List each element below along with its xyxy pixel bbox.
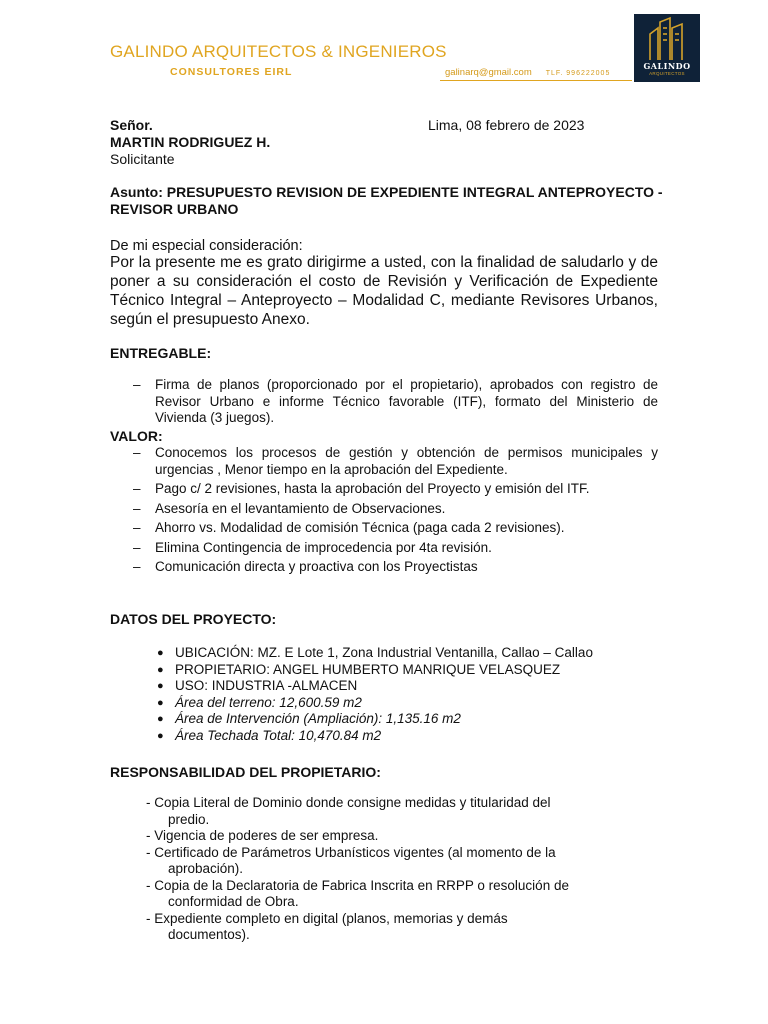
bullet-marker: ● [157,729,164,742]
logo-tagline: ARQUITECTOS [649,71,685,76]
salutation: Señor. [110,117,153,133]
bullet-marker: ● [157,647,164,659]
building-logo-icon [634,14,700,62]
contact-info [445,67,610,78]
bullet-marker: ● [157,663,164,676]
recipient-name: MARTIN RODRIGUEZ H. [110,134,271,150]
contact-phone: TLF. 996222005 [545,70,611,77]
list-item: ● Área del terreno: 12,600.59 m2 [157,694,362,710]
list-item: – Ahorro vs. Modalidad de comisión Técnica (paga cada 2 revisiones). [133,520,565,535]
list-item: - Copia de la Declaratoria de Fabrica Inscrita en RRPP o resolución de conformidad de Obra. [146,877,569,909]
logo-wordmark: GALINDO [643,61,691,71]
valor-list [133,445,658,579]
list-item: – Asesoría en el levantamiento de Observaciones. [133,500,446,516]
bullet-marker: ● [157,680,164,692]
section-heading-valor: VALOR: [110,428,163,444]
dash-marker: – [133,539,141,555]
recipient-role: Solicitante [110,151,175,167]
list-item: – Firma de planos (proporcionado por el propietario), aprobados con registro de Revisor Urbano e informe Técnico favorable (ITF), formato del Ministerio de Vivienda (3 juegos). [133,377,658,425]
list-item: - Copia Literal de Dominio donde consigne medidas y titularidad del predio. [146,795,551,827]
header-divider [440,80,632,81]
list-item: – Conocemos los procesos de gestión y obtención de permisos municipales y urgencias , Menor tiempo en la aprobación del Expediente. [133,445,658,477]
responsabilidad-list [146,795,646,944]
company-subtitle: CONSULTORES EIRL [170,66,293,78]
list-item: - Certificado de Parámetros Urbanísticos vigentes (al momento de la aprobación). [146,844,556,876]
subject-line-1: Asunto: PRESUPUESTO REVISION DE EXPEDIENTE INTEGRAL ANTEPROYECTO - [110,184,663,200]
dash-marker: – [133,445,141,460]
list-item: - Vigencia de poderes de ser empresa. [146,828,379,843]
list-item: – Comunicación directa y proactiva con los Proyectistas [133,559,478,574]
dash-marker: – [133,520,141,535]
list-item: ● Área de Intervención (Ampliación): 1,135.16 m2 [157,711,461,726]
contact-email: galinarq@gmail.com [445,67,532,78]
greeting: De mi especial consideración: [110,238,303,254]
bullet-marker: ● [157,696,164,709]
list-item: ● UBICACIÓN: MZ. E Lote 1, Zona Industrial Ventanilla, Callao – Callao [157,645,593,660]
list-item: – Pago c/ 2 revisiones, hasta la aprobación del Proyecto y emisión del ITF. [133,481,590,496]
company-logo [634,14,700,82]
dash-marker: – [133,559,141,574]
section-heading-responsabilidad: RESPONSABILIDAD DEL PROPIETARIO: [110,764,381,780]
subject-line-2: REVISOR URBANO [110,201,239,217]
list-item: ● PROPIETARIO: ANGEL HUMBERTO MANRIQUE VELASQUEZ [157,661,561,677]
list-item: ● Área Techada Total: 10,470.84 m2 [157,727,382,743]
bullet-marker: ● [157,713,164,725]
company-name: GALINDO ARQUITECTOS & INGENIEROS [110,42,447,61]
dash-marker: – [133,481,141,496]
list-item: ● USO: INDUSTRIA -ALMACEN [157,678,358,693]
list-item: - Expediente completo en digital (planos, memorias y demás documentos). [146,910,508,942]
dash-marker: – [133,500,141,516]
list-item: – Elimina Contingencia de improcedencia por 4ta revisión. [133,539,492,555]
letter-date: Lima, 08 febrero de 2023 [428,117,585,133]
section-heading-entregable: ENTREGABLE: [110,345,212,361]
datos-list [155,645,675,744]
intro-paragraph: Por la presente me es grato dirigirme a usted, con la finalidad de saludarlo y de poner a su consideración el costo de Revisión y Verificación de Expediente Técnico Integral – Anteproyecto – Modalidad C, mediante Revisores Urbanos, según el presupuesto Anexo. [110,254,658,328]
dash-marker: – [133,377,141,392]
entregable-list [133,377,658,430]
section-heading-datos: DATOS DEL PROYECTO: [110,611,277,627]
